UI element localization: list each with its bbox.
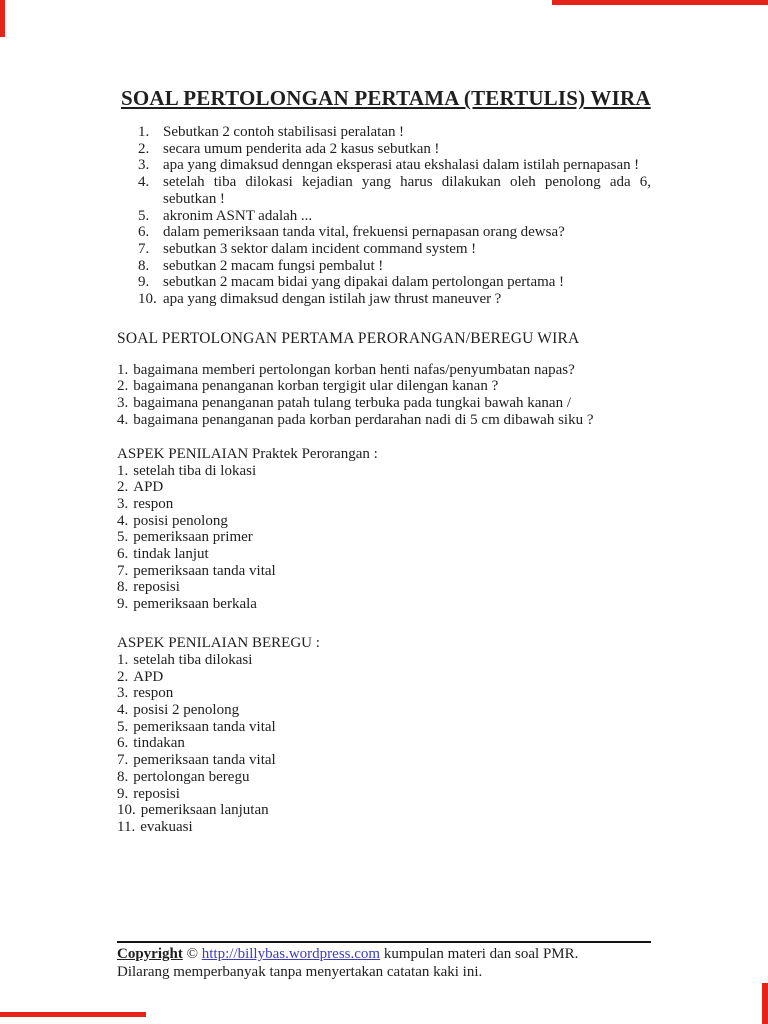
- list-item-text: APD: [133, 668, 164, 685]
- footer-line2: Dilarang memperbanyak tanpa menyertakan catatan kaki ini.: [117, 963, 483, 980]
- list-item-number: 5.: [117, 529, 129, 546]
- list-item: [117, 685, 651, 702]
- red-mark-top-right: [552, 0, 768, 5]
- copyright-label: Copyright: [117, 946, 183, 962]
- list-item: [117, 802, 651, 819]
- list-item-number: 1.: [138, 124, 150, 140]
- list-item-text: bagaimana penanganan korban tergigit ular dilengan kanan ?: [133, 378, 499, 395]
- list-item-text: secara umum penderita ada 2 kasus sebutkan !: [163, 140, 440, 157]
- list-item-text: posisi penolong: [133, 512, 228, 529]
- list-item: [117, 378, 651, 395]
- list-item-text: reposisi: [133, 785, 180, 802]
- list-item-number: 1.: [117, 462, 129, 479]
- list-item: [117, 529, 651, 546]
- list-item-number: 4.: [117, 701, 129, 718]
- page-title: SOAL PERTOLONGAN PERTAMA (TERTULIS) WIRA: [121, 86, 651, 110]
- list-item-number: 5.: [138, 207, 150, 224]
- list-item: [117, 463, 651, 480]
- list-item: [117, 224, 651, 241]
- red-mark-bottom-right: [762, 983, 768, 1024]
- list-item: [117, 719, 651, 736]
- list-item-number: 3.: [117, 395, 129, 412]
- list-item-number: 2.: [138, 140, 150, 157]
- list-item-number: 4.: [117, 411, 129, 428]
- list-item: [117, 241, 651, 258]
- list-item-text: dalam pemeriksaan tanda vital, frekuensi pernapasan orang dewsa?: [163, 224, 565, 241]
- list-item-text: setelah tiba dilokasi: [133, 651, 253, 668]
- list-item: [117, 141, 651, 158]
- list-item-text: pemeriksaan tanda vital: [133, 718, 276, 735]
- list-item-text: tindak lanjut: [133, 546, 209, 563]
- list-item: [117, 157, 651, 174]
- list-item: [117, 362, 651, 379]
- list-item-text: respon: [133, 685, 174, 702]
- list-item-text: pemeriksaan lanjutan: [140, 802, 269, 819]
- list-item-number: 8.: [138, 257, 150, 274]
- list-item-text: apa yang dimaksud dengan istilah jaw thrust maneuver ?: [163, 291, 502, 308]
- list-item: [117, 735, 651, 752]
- list-item-text: bagaimana memberi pertolongan korban henti nafas/penyumbatan napas?: [133, 361, 575, 378]
- list-item-number: 2.: [117, 479, 129, 496]
- footer-link[interactable]: http://billybas.wordpress.com: [201, 946, 381, 962]
- list-item: [117, 596, 651, 613]
- list-item: [117, 513, 651, 530]
- list-item-number: 7.: [117, 562, 129, 579]
- list-item-number: 4.: [138, 174, 150, 191]
- list-item-text: pemeriksaan primer: [133, 529, 253, 546]
- list-item-text: pemeriksaan berkala: [133, 596, 257, 613]
- list-item: [117, 652, 651, 669]
- list-item-number: 11.: [117, 818, 136, 835]
- list-item-number: 7.: [117, 752, 129, 769]
- list-item: [117, 479, 651, 496]
- list-item-number: 1.: [117, 651, 129, 668]
- list-item-number: 6.: [117, 735, 129, 752]
- list-item-number: 9.: [117, 785, 129, 802]
- list-item: [117, 819, 651, 836]
- aspek-perorangan-heading: ASPEK PENILAIAN Praktek Perorangan :: [117, 445, 378, 462]
- written-questions-list: [117, 124, 651, 308]
- list-item: [117, 563, 651, 580]
- list-item: [117, 291, 651, 308]
- list-item-text: apa yang dimaksud denngan eksperasi atau ekshalasi dalam istilah pernapasan !: [163, 157, 640, 174]
- list-item-text: bagaimana penanganan pada korban perdarahan nadi di 5 cm dibawah siku ?: [133, 411, 594, 428]
- list-item-number: 10.: [117, 802, 136, 819]
- list-item-number: 4.: [117, 512, 129, 529]
- list-item-number: 7.: [138, 240, 150, 257]
- list-item-number: 5.: [117, 718, 129, 735]
- list-item-number: 6.: [117, 546, 129, 563]
- list-item-text: pemeriksaan tanda vital: [133, 752, 276, 769]
- list-item-number: 2.: [117, 668, 129, 685]
- list-item: [117, 174, 651, 207]
- footer-copyright-line: [117, 946, 651, 964]
- document-page: [117, 0, 651, 836]
- list-item-text: pertolongan beregu: [133, 768, 250, 785]
- list-item-number: 1.: [117, 361, 129, 378]
- list-item: [117, 786, 651, 803]
- list-item-text: respon: [133, 495, 174, 512]
- list-item-number: 2.: [117, 378, 129, 395]
- section-title-perorangan-beregu: SOAL PERTOLONGAN PERTAMA PERORANGAN/BEREGU WIRA: [117, 329, 580, 347]
- footer-tail: kumpulan materi dan soal PMR.: [383, 946, 579, 962]
- list-item-number: 3.: [117, 685, 129, 702]
- list-item: [117, 669, 651, 686]
- aspek-perorangan-list: [117, 463, 651, 613]
- list-item-number: 9.: [138, 274, 150, 291]
- list-item-text: bagaimana penanganan patah tulang terbuka pada tungkai bawah kanan /: [133, 395, 571, 412]
- list-item-number: 10.: [138, 291, 157, 308]
- list-item-text: sebutkan 2 macam fungsi pembalut !: [163, 257, 384, 274]
- red-mark-top-left: [0, 0, 5, 37]
- list-item-number: 6.: [138, 224, 150, 241]
- copyright-symbol-icon: ©: [186, 946, 198, 962]
- list-item: [117, 412, 651, 429]
- red-mark-bottom-left: [0, 1012, 146, 1017]
- list-item-text: Sebutkan 2 contoh stabilisasi peralatan !: [163, 124, 405, 140]
- list-item-text: pemeriksaan tanda vital: [133, 562, 276, 579]
- list-item: [117, 496, 651, 513]
- footer: [117, 941, 651, 981]
- list-item: [117, 702, 651, 719]
- list-item: [117, 274, 651, 291]
- practical-questions-list: [117, 362, 651, 429]
- aspek-beregu-heading: ASPEK PENILAIAN BEREGU :: [117, 634, 320, 651]
- list-item-number: 8.: [117, 768, 129, 785]
- list-item-number: 9.: [117, 596, 129, 613]
- list-item-text: APD: [133, 479, 164, 496]
- list-item: [117, 124, 651, 141]
- list-item: [117, 395, 651, 412]
- list-item-text: evakuasi: [140, 818, 193, 835]
- list-item-text: akronim ASNT adalah ...: [163, 207, 313, 224]
- list-item: [117, 546, 651, 563]
- list-item: [117, 769, 651, 786]
- list-item: [117, 208, 651, 225]
- list-item: [117, 258, 651, 275]
- list-item: [117, 752, 651, 769]
- list-item-text: tindakan: [133, 735, 185, 752]
- aspek-beregu-list: [117, 652, 651, 836]
- list-item-number: 8.: [117, 579, 129, 596]
- list-item-text: setelah tiba di lokasi: [133, 462, 257, 479]
- list-item-text: setelah tiba dilokasi kejadian yang harus dilakukan oleh penolong ada 6, sebutkan !: [163, 174, 651, 207]
- list-item-text: posisi 2 penolong: [133, 701, 240, 718]
- list-item-text: sebutkan 3 sektor dalam incident command system !: [163, 240, 477, 257]
- list-item: [117, 579, 651, 596]
- list-item-number: 3.: [138, 157, 150, 174]
- list-item-text: sebutkan 2 macam bidai yang dipakai dalam pertolongan pertama !: [163, 274, 564, 291]
- list-item-number: 3.: [117, 495, 129, 512]
- list-item-text: reposisi: [133, 579, 180, 596]
